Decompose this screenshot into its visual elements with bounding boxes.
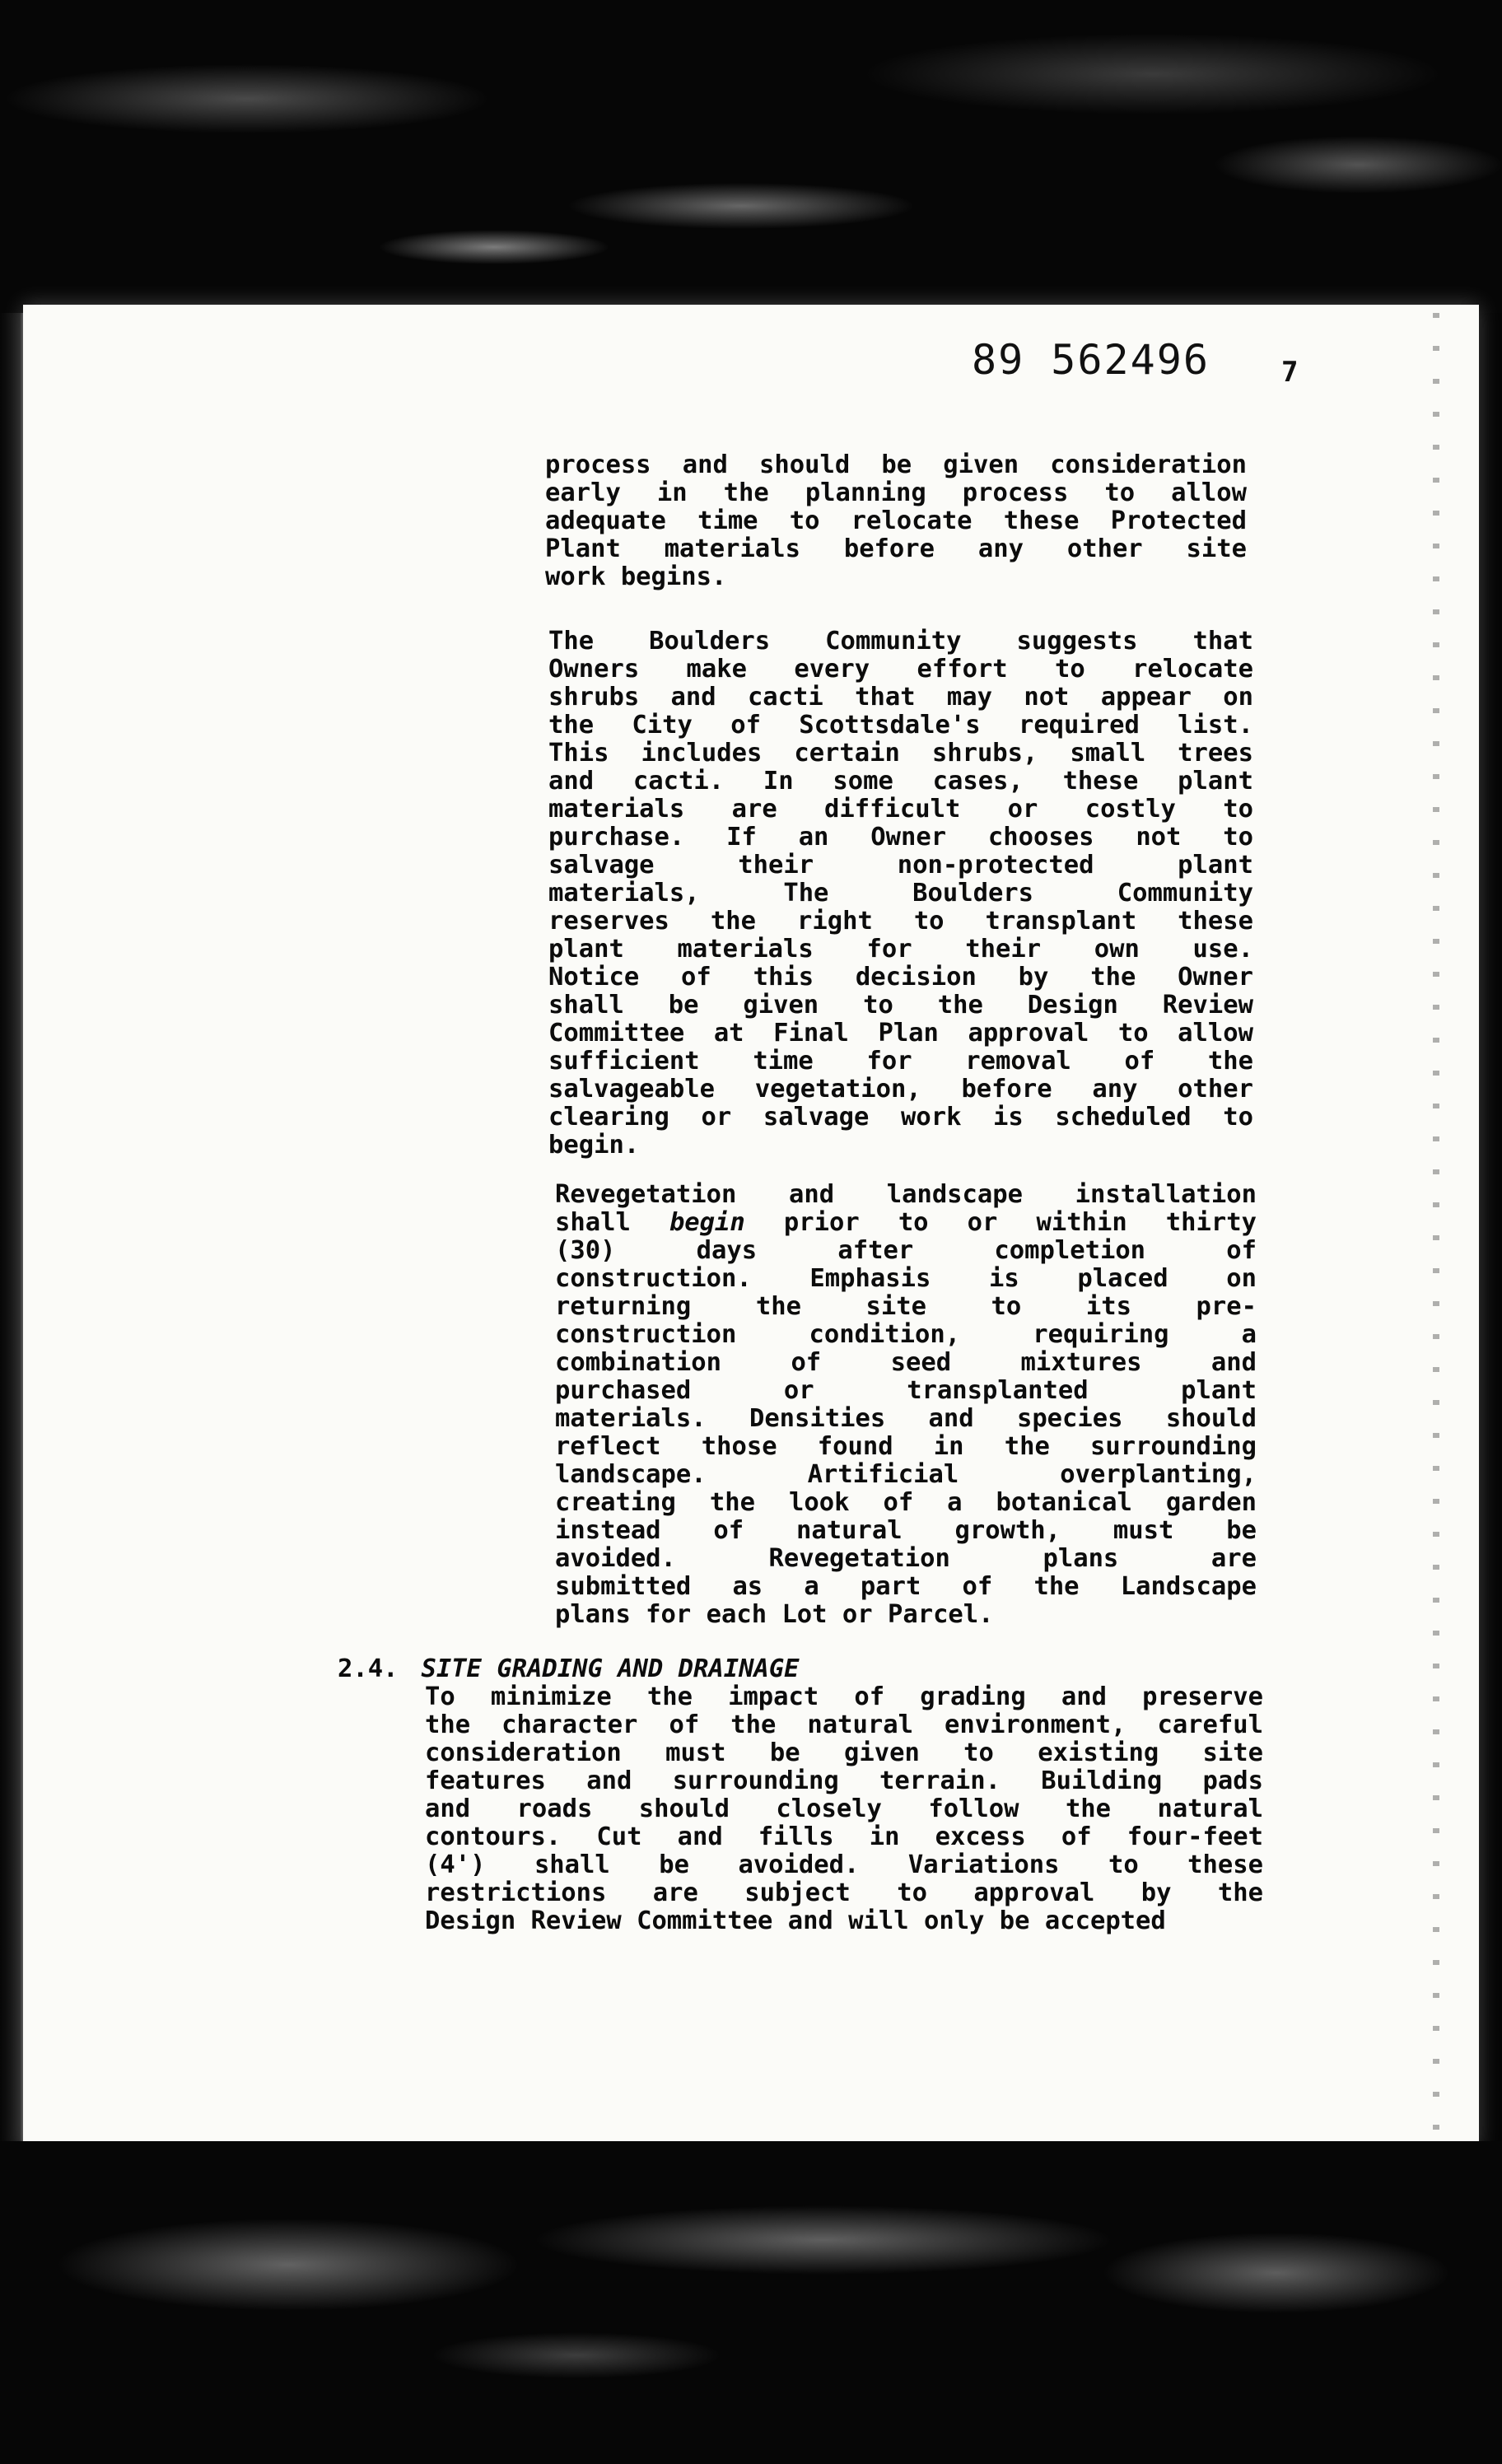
text-line: restrictions are subject to approval by the [425,1878,1263,1907]
text-line: Notice of this decision by the Owner [548,963,1253,992]
text-line: creating the look of a botanical garden [555,1488,1257,1517]
text-line: Plant materials before any other site [545,534,1247,563]
text-line: landscape. Artificial overplanting, [555,1460,1257,1489]
text-line: process and should be given consideration [545,450,1247,479]
section-title: SITE GRADING AND DRAINAGE [421,1654,800,1683]
paragraph-relocation-timing [545,451,1247,591]
section-number: 2.4. [338,1654,399,1683]
section-heading [338,1655,800,1683]
text-line: shall begin prior to or within thirty [555,1208,1257,1237]
text-line: reflect those found in the surrounding [555,1432,1257,1461]
text-line: construction. Emphasis is placed on [555,1264,1257,1293]
text-line: Revegetation and landscape installation [555,1180,1257,1209]
text-line: This includes certain shrubs, small trees [548,739,1253,768]
text-line: plant materials for their own use. [548,935,1253,964]
text-line: the character of the natural environment, careful [425,1710,1263,1739]
text-line: clearing or salvage work is scheduled to [548,1103,1253,1132]
text-line: features and surrounding terrain. Building pads [425,1766,1263,1795]
text-line: purchase. If an Owner chooses not to [548,823,1253,852]
text-line: shall be given to the Design Review [548,991,1253,1020]
text-line: consideration must be given to existing site [425,1738,1263,1767]
text-line: shrubs and cacti that may not appear on [548,683,1253,712]
text-line: combination of seed mixtures and [555,1348,1257,1377]
text-line: returning the site to its pre- [555,1292,1257,1321]
text-line: plans for each Lot or Parcel. [555,1600,994,1629]
text-line: avoided. Revegetation plans are [555,1544,1257,1573]
text-line: materials. Densities and species should [555,1404,1257,1433]
text-line: contours. Cut and fills in excess of four-feet [425,1822,1263,1851]
text-line: The Boulders Community suggests that [548,627,1253,656]
text-line: materials, The Boulders Community [548,879,1253,908]
paragraph-site-grading [425,1683,1263,1935]
text-line: (4') shall be avoided. Variations to these [425,1850,1263,1879]
text-line: the City of Scottsdale's required list. [548,711,1253,740]
text-line: submitted as a part of the Landscape [555,1572,1257,1601]
text-line: begin. [548,1131,640,1160]
text-line: salvage their non-protected plant [548,851,1253,880]
scan-noise-bottom [0,2141,1502,2464]
text-line: early in the planning process to allow [545,478,1247,507]
page-number: 7 [1281,356,1299,389]
paragraph-salvage-rights [548,628,1253,1160]
text-line: To minimize the impact of grading and preserve [425,1682,1263,1711]
text-line: and cacti. In some cases, these plant [548,767,1253,796]
paragraph-revegetation [555,1181,1257,1629]
text-line: construction condition, requiring a [555,1320,1257,1349]
text-line: reserves the right to transplant these [548,907,1253,936]
scan-noise-top [0,0,1502,313]
text-line: work begins. [545,562,727,591]
text-line: sufficient time for removal of the [548,1047,1253,1076]
text-line: materials are difficult or costly to [548,795,1253,824]
document-number: 89 562496 [972,336,1210,384]
text-line: Design Review Committee and will only be accepted [425,1906,1166,1935]
text-line: salvageable vegetation, before any other [548,1075,1253,1104]
text-line: adequate time to relocate these Protected [545,506,1247,535]
text-line: instead of natural growth, must be [555,1516,1257,1545]
text-line: purchased or transplanted plant [555,1376,1257,1405]
text-line: and roads should closely follow the natural [425,1794,1263,1823]
text-line: (30) days after completion of [555,1236,1257,1265]
text-line: Owners make every effort to relocate [548,655,1253,684]
text-line: Committee at Final Plan approval to allow [548,1019,1253,1048]
scan-edge-right [1433,313,1439,2141]
